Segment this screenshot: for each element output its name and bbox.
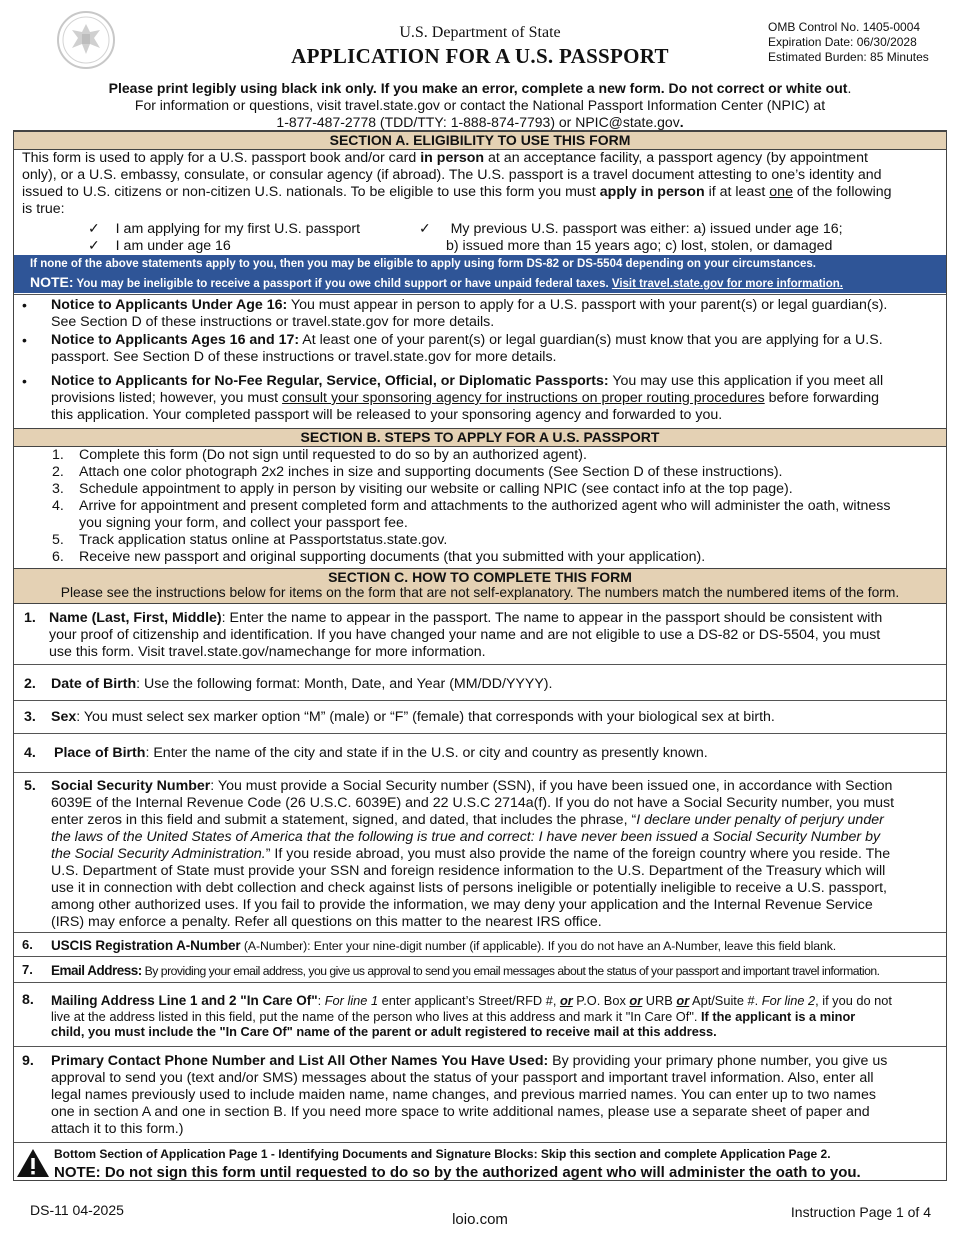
item-email-instructions: Email Address: By providing your email address, you give us approval to send you email messages about the status of your passport and important travel information. [51,963,880,978]
bottom-section-note: Bottom Section of Application Page 1 - Identifying Documents and Signature Blocks: Skip this section and complete Application Page 2. [54,1147,831,1161]
divider [14,700,946,701]
section-c-subtitle: Please see the instructions below for items on the form that are not self-explanatory. The numbers match the numbered items of the form. [60,585,900,600]
step-text: Track application status online at Passportstatus.state.gov. [79,532,448,548]
check-icon: ✓ [88,238,100,254]
omb-info [768,20,929,65]
form-id: DS-11 04-2025 [30,1202,124,1218]
divider [14,733,946,734]
item-a-number-instructions: USCIS Registration A-Number (A-Number): Enter your nine-digit number (if applicable). If you do not have an A-Number, leave this field blank. [51,938,837,953]
item-ssn-instructions: Social Security Number: You must provide a Social Security number (SSN), if you have been issued one, in accordance with Section 6039E of the Internal Revenue Code (26 U.S.C. 6039E) and 22 U.S.C 2714a(f). If you do not have a Social Security number, you must enter zeros in this field and submit a statement, signed, and dated, that includes the phrase, “I declare under penalty of perjury under the laws of the United States of America that the following is true and correct: I have never been issued a Social Security Number by the Social Security Administration.” If you reside abroad, you must also provide the name of the foreign country where you reside. The U.S. Department of State must provide your SSN and foreign residence information to the U.S. Department of the Treasury which will use it in connection with debt collection and check against lists of persons ineligible or potentially ineligible to receive a U.S. passport, among other authorized uses. If you fail to provide the information, we may deny your application and the Internal Revenue Service (IRS) may enforce a penalty. Refer all questions on this matter to the nearest IRS office. [51,778,895,930]
eligibility-check-3-cont: b) issued more than 15 years ago; c) lost, stolen, or damaged [446,238,833,254]
item-number: 5. [24,778,36,794]
check-icon: ✓ [419,221,431,237]
item-number: 2. [24,676,36,692]
section-a-intro: This form is used to apply for a U.S. passport book and/or card in person at an acceptance facility, a passport agency (by appointment only), or a U.S. embassy, consulate, or consular agency (if abroad). The U.S. passport is a travel document attesting to one’s identity and issued to U.S. citizens or non-citizen U.S. nationals. To be eligible to use this form you must apply in person if at least one of the following is true: [22,150,892,217]
tax-note: NOTE: You may be ineligible to receive a passport if you owe child support or have unpaid federal taxes. Visit travel.state.gov for more information. [30,274,843,290]
travel-info-link[interactable]: Visit travel.state.gov for more information. [611,278,843,290]
section-b-heading: SECTION B. STEPS TO APPLY FOR A U.S. PASSPORT [14,428,946,447]
site-watermark: loio.com [452,1211,508,1228]
item-number: 1. [24,610,36,626]
divider [14,982,946,983]
estimated-burden: Estimated Burden: 85 Minutes [768,50,929,64]
step-text: Schedule appointment to apply in person by visiting our website or calling NPIC (see contact info at the top page). [79,481,793,497]
instructions-block: Please print legibly using black ink only. If you make an error, complete a new form. Do not correct or white out. For information or questions, visit travel.state.gov or contact the National Passport Information Center (NPIC) at 1-877-487-2778 (TDD/TTY: 1-888-874-7793) or NPIC@state.gov. [0,80,960,131]
section-a-heading: SECTION A. ELIGIBILITY TO USE THIS FORM [14,131,946,150]
eligibility-check-3: ✓ My previous U.S. passport was either: a) issued under age 16; [419,221,843,237]
step-text: Attach one color photograph 2x2 inches in size and supporting documents (See Section D of these instructions). [79,464,783,480]
department-name: U.S. Department of State [399,24,561,41]
expiration-date: Expiration Date: 06/30/2028 [768,35,917,49]
bullet-icon: • [22,332,27,348]
step-text: you signing your form, and collect your passport fee. [79,515,408,531]
step-text: Complete this form (Do not sign until requested to do so by an authorized agent). [79,447,587,463]
section-c-heading [14,568,946,604]
check-icon: ✓ [88,221,100,237]
item-phone-names-instructions: Primary Contact Phone Number and List All Other Names You Have Used: By providing your primary phone number, you give us approval to send you (text and/or SMS) messages about the status of your passport and important travel information. Also, enter all legal names previously used to include maiden name, name changes, and previous married names. You can enter up to two names one in section A and one in section B. If you need more space to write additional names, please use a separate sheet of paper and attach it to this form.) [51,1053,888,1137]
step-number: 6. [52,549,64,565]
info-line-2: 1-877-487-2778 (TDD/TTY: 1-888-874-7793) or NPIC@state.gov [276,114,680,130]
notice-16-17: Notice to Applicants Ages 16 and 17: At least one of your parent(s) or legal guardian(s) must know that you are applying for a U.S. passport. See Section D of these instructions or travel.state.gov for more details. [51,332,883,365]
section-c-title: SECTION C. HOW TO COMPLETE THIS FORM [328,569,632,585]
divider [14,1046,946,1047]
item-mailing-address-instructions: Mailing Address Line 1 and 2 "In Care Of": For line 1 enter applicant’s Street/RFD #, or P.O. Box or URB or Apt/Suite #. For line 2, if you do not live at the address listed in this field, put the name of the person who lives at this address and mark it "In Care Of". If the applicant is a minor child, you must include the "In Care Of" name of the parent or adult registered to receive mail at this address. [51,993,892,1039]
item-number: 7. [22,962,33,977]
item-number: 4. [24,745,36,761]
item-number: 6. [22,937,33,952]
item-number: 9. [22,1053,34,1069]
notice-no-fee: Notice to Applicants for No-Fee Regular, Service, Official, or Diplomatic Passports: You may use this application if you meet all provisions listed; however, you must consult your sponsoring agency for instructions on proper routing procedures before forwarding this application. Your completed passport will be released to your sponsoring agency and forwarded to you. [51,373,884,423]
divider [14,1142,946,1143]
print-notice: Please print legibly using black ink only. If you make an error, complete a new form. Do not correct or white out [108,80,848,96]
step-number: 4. [52,498,64,514]
step-number: 1. [52,447,64,463]
item-dob-instructions: Date of Birth: Use the following format: Month, Date, and Year (MM/DD/YYYY). [51,676,553,692]
item-number: 8. [22,992,34,1008]
step-number: 2. [52,464,64,480]
info-line-1: For information or questions, visit travel.state.gov or contact the National Passport Information Center (NPIC) at [134,97,826,113]
step-number: 3. [52,481,64,497]
bullet-icon: • [22,373,27,389]
ineligibility-note-bar [14,255,946,293]
divider [14,294,946,295]
do-not-sign-note: NOTE: Do not sign this form until requested to do so by the authorized agent who will administer the oath to you. [54,1164,861,1181]
divider [14,956,946,957]
notice-under-16: Notice to Applicants Under Age 16: You must appear in person to apply for a U.S. passport with your parent(s) or legal guardian(s). See Section D of these instructions or travel.state.gov for more details. [51,297,888,330]
item-name-instructions: Name (Last, First, Middle): Enter the name to appear in the passport. The name to appear in the passport should be consistent with your proof of citizenship and identification. If you have changed your name and are not eligible to use a DS-82 or DS-5504, you must use this form. Visit travel.state.gov/namechange for more information. [49,610,883,660]
page-number: Instruction Page 1 of 4 [790,1204,931,1220]
item-birthplace-instructions: Place of Birth: Enter the name of the city and state if in the U.S. or city and country as presently known. [54,745,708,761]
warning-icon [15,1147,51,1179]
step-text: Arrive for appointment and present completed form and attachments to the authorized agent who will administer the oath, witness [79,498,891,514]
divider [14,664,946,665]
page-title: APPLICATION FOR A U.S. PASSPORT [291,44,669,68]
divider [14,772,946,773]
divider [14,932,946,933]
bullet-icon: • [22,297,27,313]
item-sex-instructions: Sex: You must select sex marker option “M” (male) or “F” (female) that corresponds with your biological sex at birth. [51,709,775,725]
eligibility-check-1: ✓ I am applying for my first U.S. passport [88,221,361,237]
alt-form-note: If none of the above statements apply to you, then you may be eligible to apply using form DS-82 or DS-5504 depending on your circumstances. [30,258,816,270]
item-number: 3. [24,709,36,725]
step-number: 5. [52,532,64,548]
omb-control: OMB Control No. 1405-0004 [768,20,921,34]
eligibility-check-2: ✓ I am under age 16 [88,238,231,254]
step-text: Receive new passport and original supporting documents (that you submitted with your application). [79,549,706,565]
